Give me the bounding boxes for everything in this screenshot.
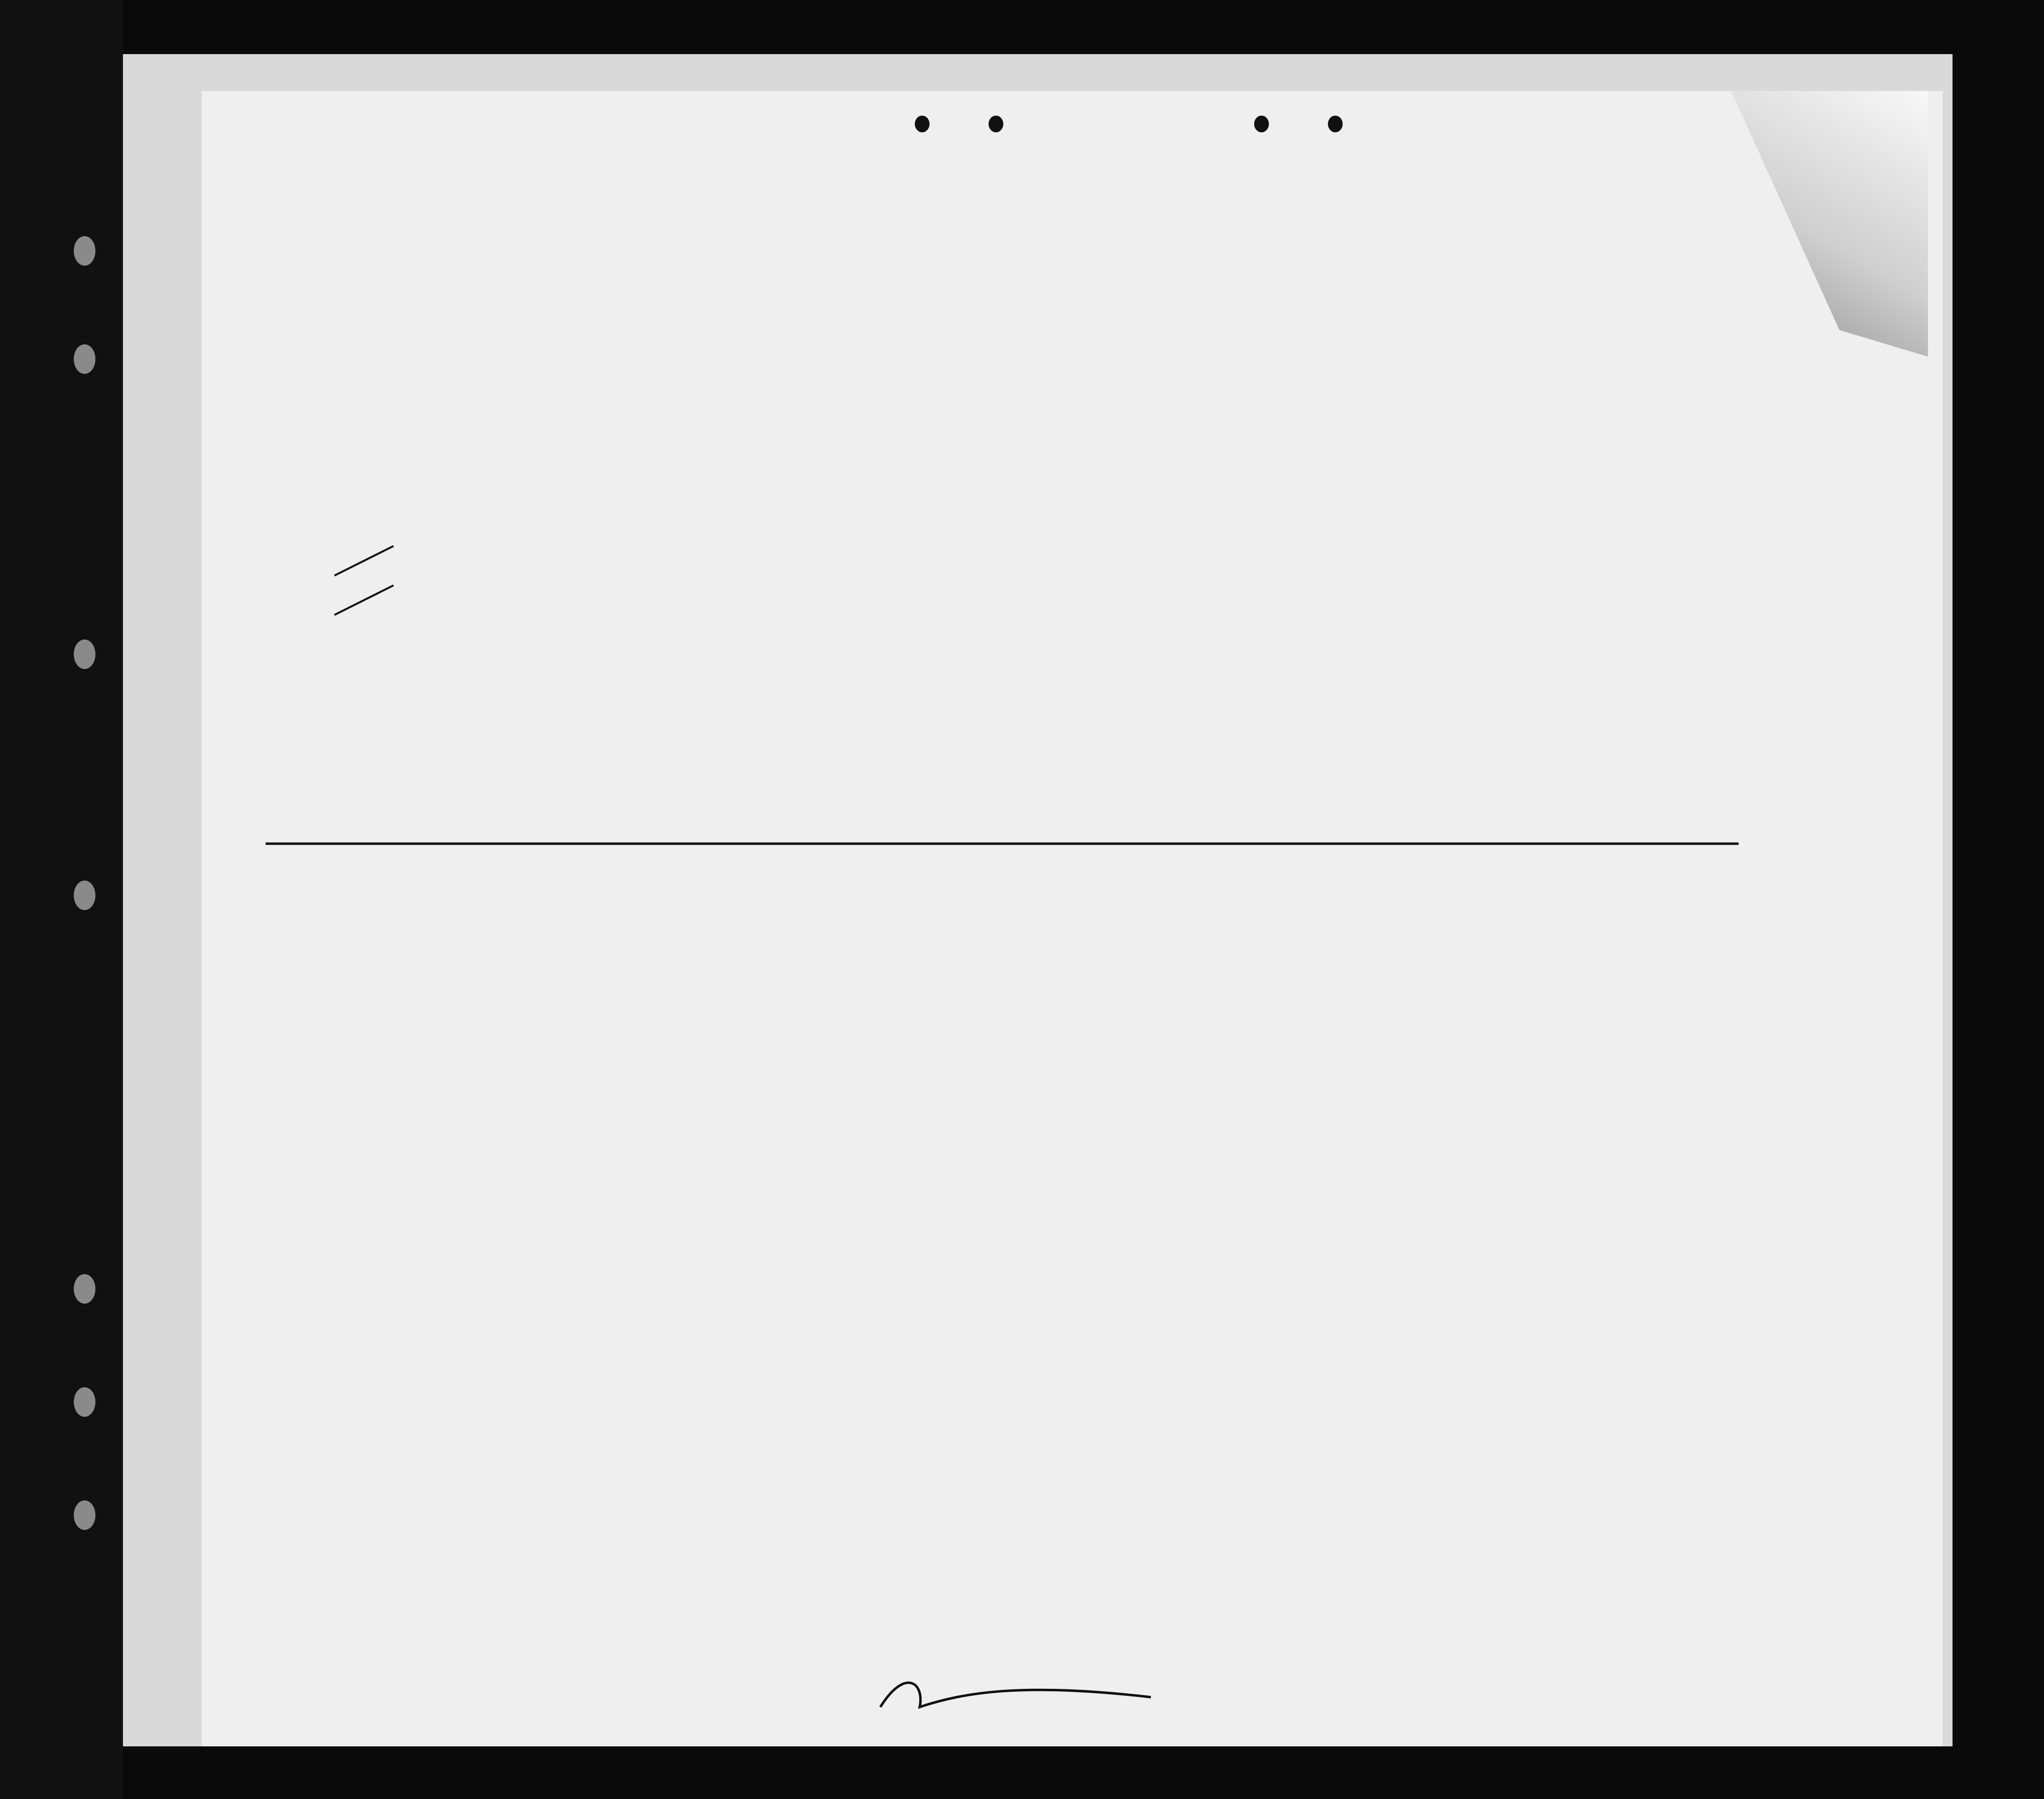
tick-mark: [334, 546, 393, 576]
inspector-signature: [880, 1683, 1151, 1707]
tick-mark: [334, 585, 393, 615]
